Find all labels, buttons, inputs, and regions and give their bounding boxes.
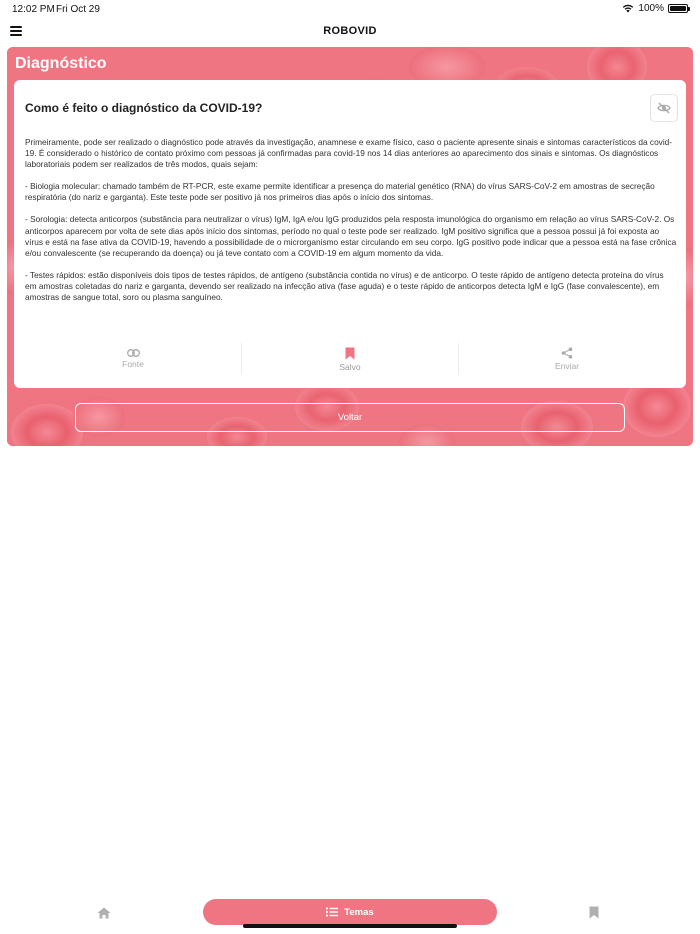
faq-card: [14, 80, 686, 388]
navigation-bar: [0, 20, 700, 44]
tab-temas[interactable]: [203, 899, 497, 925]
hide-answer-button[interactable]: [650, 94, 678, 122]
list-icon: [326, 907, 338, 917]
tab-saved[interactable]: [589, 906, 599, 924]
source-button[interactable]: [25, 343, 241, 375]
answer-text: [25, 137, 677, 314]
bookmark-icon: [589, 906, 599, 919]
answer-paragraph: - Sorologia: detecta anticorpos (substância para neutralizar o vírus) IgM, IgA e/ou IgG produzidos pela resposta imunológica do organismo em relação ao vírus SARS-CoV-2. Os anticorpos aparecem por volta de sete dias após início dos sintomas, período no qual o teste pode ser realizado. IgM positivo significa que a pessoa possui já foi exposta ao vírus e está na fase ativa da COVID-19, havendo a possibilidade de o microrganismo estar circulando em seu corpo. IgG positivo pode indicar que a pessoa está na fase crônica e/ou convalescente (se recuperando da doença) ou já teve contato com a COVID-19 em algum momento da vida.: [25, 214, 679, 258]
battery-percentage: 100%: [638, 3, 664, 14]
saved-label: Salvo: [339, 361, 361, 372]
app-title: ROBOVID: [323, 25, 377, 37]
tab-home[interactable]: [97, 906, 111, 924]
saved-button[interactable]: [241, 343, 459, 375]
home-icon: [97, 907, 111, 919]
tab-temas-label: Temas: [344, 906, 374, 918]
share-label: Enviar: [554, 361, 580, 371]
battery-fill: [670, 6, 686, 11]
question-title: Como é feito o diagnóstico da COVID-19?: [25, 101, 263, 115]
answer-paragraph: - Testes rápidos: estão disponíveis dois tipos de testes rápidos, de antígeno (substância contida no vírus) e de anticorpo. O teste rápido de antígeno detecta proteína do vírus em amostras coletadas do nariz e garganta, devendo ser realizado na infecção ativa (fase aguda) e o teste rápido de anticorpos detecta IgM e IgG (fase convalescente), em amostras de sangue total, soro ou plasma sanguíneo.: [25, 269, 666, 303]
answer-paragraph: Primeiramente, pode ser realizado o diagnóstico pode através da investigação, anamnese e exame físico, caso o paciente apresente sinais e sintomas característicos da covid-19. É considerado o histórico de contato próximo com pessoas já confirmadas para covid-19 nos 14 dias anteriores ao aparecimento dos sinais e sintomas. Os diagnósticos laboratoriais podem ser realizados de três modos, quais sejam:: [25, 137, 673, 170]
home-indicator: [243, 924, 457, 928]
share-icon: [561, 347, 573, 359]
status-bar: [0, 0, 700, 18]
status-time: 12:02 PM: [12, 4, 55, 15]
bookmark-icon: [345, 347, 355, 360]
battery-icon: [668, 4, 688, 13]
back-button[interactable]: Voltar: [75, 403, 625, 432]
link-icon: [127, 349, 140, 357]
source-label: Fonte: [122, 359, 144, 369]
status-date: Fri Oct 29: [56, 4, 100, 15]
topic-banner: [7, 47, 693, 446]
section-title: Diagnóstico: [15, 55, 107, 72]
status-indicators: [622, 3, 688, 14]
answer-paragraph: - Biologia molecular: chamado também de RT-PCR, este exame permite identificar a presença do material genético (RNA) do vírus SARS-CoV-2 em amostras de secreção respiratória (do nariz e garganta). Este teste pode ser positivo já nos primeiros dias após o início dos sintomas.: [25, 181, 658, 203]
share-button[interactable]: [459, 343, 675, 375]
wifi-icon: [622, 4, 634, 13]
card-actions: [25, 343, 675, 375]
eye-off-icon: [657, 102, 671, 114]
